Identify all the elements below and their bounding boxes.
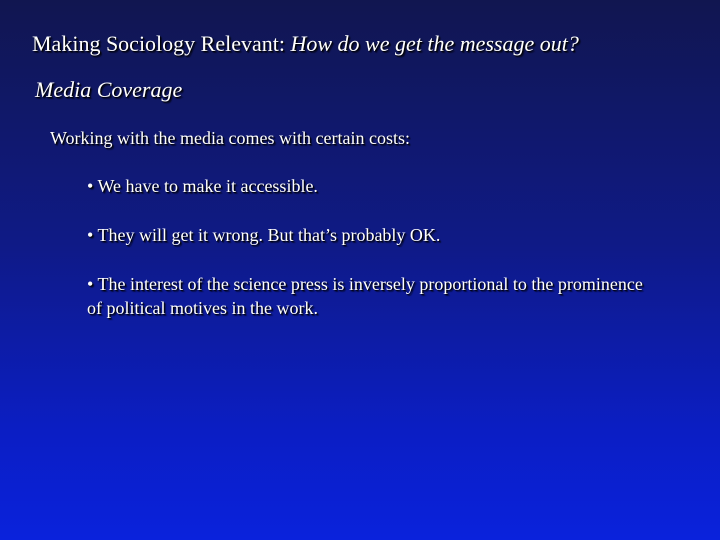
bullet-list [87,174,647,345]
slide-title-emphasis: How do we get the message out? [290,31,579,56]
bullet-item-wrong: • They will get it wrong. But that’s probably OK. [87,225,441,245]
slide-title-main: Making Sociology Relevant: [32,31,291,56]
slide-subtitle: Media Coverage [35,77,183,102]
bullet-item-accessible: • We have to make it accessible. [87,176,318,196]
intro-text: Working with the media comes with certain costs: [50,128,410,148]
slide-title [32,30,579,58]
bullet-item-science-press: • The interest of the science press is inversely proportional to the prominence of political motives in the work. [87,274,643,318]
